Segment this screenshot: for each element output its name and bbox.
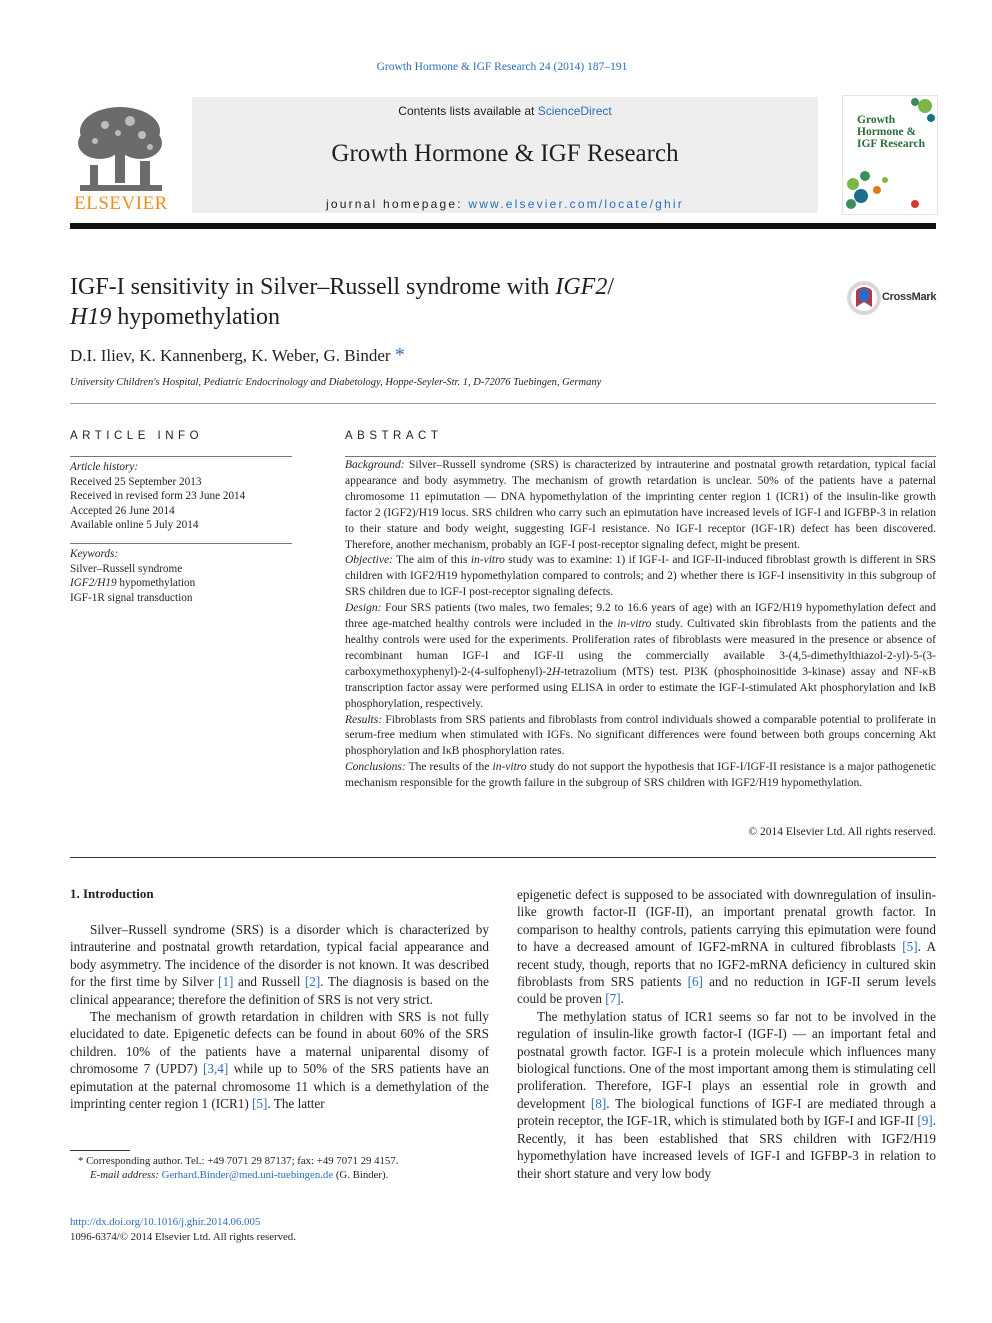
keywords-block (70, 547, 292, 605)
ref-link-7[interactable]: [7] (605, 991, 621, 1007)
design-text-2: study. Cultivated skin fibroblasts from the patients and the healthy controls were used for the experiments. Proliferation rates of fibroblasts were measured in the presence or absence of recombinant human IGF-I and IGF-II using the commercially available 3-(4,5-dimethylthiazol-2-yl)-5-(3-carboxymethoxyphenyl)-2-(4-sulfophenyl)-2 (345, 618, 936, 678)
keywords-label: Keywords: (70, 548, 119, 560)
r2-text-b: . The biological functions of IGF-I are mediated through a protein receptor, the IGF-1R, which is stimulated both by IGF-I and IGF-II (517, 1095, 936, 1129)
r2-text-a: The methylation status of ICR1 seems so far not to be involved in the regulation of insulin-like growth factor-I (IGF-I) — an important fetal and postnatal growth factor. IGF-I is a protein molecule which influences many biological functions. One of the most important among them is stimulating cell proliferation. Therefore, IGF-I plays an essential role in growth and development (517, 1008, 936, 1111)
keyword-3: IGF-1R signal transduction (70, 591, 193, 604)
email-suffix: (G. Binder). (333, 1169, 389, 1181)
crossmark-icon (846, 280, 882, 316)
article-title (70, 272, 670, 332)
design-text-3: -tetrazolium (MTS) test. PI3K (phosphoinositide 3-kinase) assay and NF-κB transcription factor assay were performed using ELISA in order to estimate the IGF-I-stimulated Akt phosphorylation and IκB phosphorylation, respectively. (345, 665, 936, 710)
ref-link-6[interactable]: [6] (687, 974, 703, 990)
ref-link-3-4[interactable]: [3,4] (202, 1061, 229, 1077)
body-column-left (70, 921, 489, 1112)
contents-prefix: Contents lists available at (398, 104, 538, 118)
r1-text-d: . (620, 991, 624, 1007)
crossmark-label[interactable]: CrossMark (882, 291, 937, 303)
background-text: Silver–Russell syndrome (SRS) is characterized by intrauterine and postnatal growth retardation, typical facial appearance and body asymmetry. The mechanism of growth retardation is unclear. 50% of the patients have a paternal chromosome 11 epimutation — DNA hypomethylation of the imprinting center region 1 (ICR1) of the insulin-like growth factor 2 (IGF2)/H19 locus. SRS children who carry such an epimutation have increased levels of IGF-I and IGFBP-3 in relation to their stature and body weight, suggesting IGF-I resistance. No IGF-I receptor (IGF-1R) defect has been discovered. Therefore, another mechanism, probably an IGF-I post-receptor signaling defect, might be present. (345, 459, 936, 551)
keyword-2-rest: hypomethylation (116, 577, 196, 589)
elsevier-tree-icon (70, 103, 170, 195)
abstract-design (345, 601, 936, 712)
doi-block (70, 1215, 296, 1244)
title-gene-2: H19 (70, 304, 112, 330)
objective-text-1: The aim of this (392, 554, 471, 567)
homepage-prefix: journal homepage: (325, 197, 469, 211)
email-link[interactable]: Gerhard.Binder@med.uni-tuebingen.de (161, 1169, 334, 1181)
title-rule (70, 403, 936, 404)
intro-paragraph-2-cont (517, 886, 936, 1008)
conclusions-text-1: The results of the (405, 761, 493, 774)
intro-paragraph-1 (70, 921, 489, 1008)
abstract-heading: ABSTRACT (345, 430, 443, 442)
corresponding-author-mark[interactable]: * (394, 344, 405, 366)
elsevier-wordmark: ELSEVIER (74, 193, 168, 214)
footnote-mark: * (78, 1155, 84, 1167)
contents-available-line (192, 104, 818, 118)
keywords-rule (70, 543, 292, 544)
footnote-rule (70, 1150, 130, 1151)
footnote-line-2 (70, 1168, 490, 1182)
conclusions-label: Conclusions: (345, 761, 406, 774)
issn-line: 1096-6374/© 2014 Elsevier Ltd. All rights reserved. (70, 1230, 296, 1243)
journal-cover-thumbnail[interactable] (842, 95, 938, 215)
keyword-2-gene: IGF2/H19 (70, 577, 117, 589)
title-text-2: hypomethylation (111, 304, 280, 330)
intro-paragraph-2 (70, 1008, 489, 1112)
keyword-2 (70, 576, 292, 591)
results-label: Results: (345, 713, 383, 726)
email-label: E-mail address: (90, 1169, 159, 1181)
corresponding-author-footnote (70, 1154, 490, 1182)
abstract-results (345, 713, 936, 761)
ref-link-5b[interactable]: [5] (902, 939, 918, 955)
title-slash: / (607, 274, 614, 300)
abstract-background (345, 458, 936, 553)
footnote-corresponding: Corresponding author. Tel.: +49 7071 29 87137; fax: +49 7071 29 4157. (83, 1155, 399, 1167)
r1-text-b: . A recent study, though, reports that no IGF2-mRNA deficiency in cultured skin fibroblasts from SRS patients (517, 939, 936, 990)
title-text-1: IGF-I sensitivity in Silver–Russell syndrome with (70, 274, 556, 300)
p1-text-c: . The diagnosis is based on the clinical appearance; therefore the definition of SRS is not very strict. (70, 974, 489, 1007)
background-label: Background: (345, 459, 405, 471)
header-rule (70, 223, 936, 229)
sciencedirect-link[interactable]: ScienceDirect (537, 104, 612, 118)
article-info-heading: ARTICLE INFO (70, 430, 204, 442)
journal-name: Growth Hormone & IGF Research (331, 140, 679, 167)
history-online: Available online 5 July 2014 (70, 519, 199, 531)
journal-citation-link[interactable]: Growth Hormone & IGF Research 24 (2014) 187–191 (376, 61, 628, 73)
p1-text-b: and Russell (233, 974, 305, 990)
abstract-rule (345, 456, 936, 457)
authors-text: D.I. Iliev, K. Kannenberg, K. Weber, G. Binder (70, 346, 391, 365)
r1-text-a: epigenetic defect is supposed to be associated with downregulation of insulin-like growth factor-II (IGF-II), an important prenatal growth factor. In comparison to healthy controls, patients carrying this epimutation were found to have a decreased amount of IGF2-mRNA in cultured fibroblasts (517, 887, 936, 955)
article-info-rule (70, 456, 292, 457)
p2-text-a: The mechanism of growth retardation in children with SRS is not fully elucidated to date. Epigenetic defects can be found in about 60% of the SRS children. 10% of the patients have a maternal uniparental disomy of chromosome 7 (UPD7) (70, 1009, 489, 1077)
ref-link-8[interactable]: [8] (590, 1095, 607, 1111)
article-history-label: Article history: (70, 461, 139, 473)
journal-homepage-link[interactable]: www.elsevier.com/locate/ghir (468, 197, 684, 211)
body-column-right (517, 886, 936, 1182)
article-history (70, 460, 292, 533)
design-italic-2: H (551, 665, 561, 678)
history-revised: Received in revised form 23 June 2014 (70, 490, 246, 502)
objective-text-2: study was to examine: 1) if IGF-I- and IGF-II-induced fibroblast growth is different in SRS children with IGF2/H19 hypomethylation compared to controls; and 2) whether there is IGF-I insensitivity in this subgroup of SRS children due to IGF-I post-receptor signaling defects. (345, 554, 936, 599)
abstract-end-rule (70, 857, 936, 858)
ref-link-2[interactable]: [2] (304, 974, 321, 990)
abstract-objective (345, 553, 936, 601)
doi-link[interactable]: http://dx.doi.org/10.1016/j.ghir.2014.06.005 (70, 1216, 261, 1228)
ref-link-5[interactable]: [5] (252, 1096, 268, 1112)
p2-text-b: while up to 50% of the SRS patients have an epimutation at the paternal chromosome 11 which is a demethylation of the imprinting center region 1 (ICR1) (70, 1061, 489, 1112)
objective-label: Objective: (345, 554, 393, 567)
abstract-copyright: © 2014 Elsevier Ltd. All rights reserved. (748, 826, 936, 838)
p2-text-c: . The latter (267, 1096, 325, 1112)
cover-title: Growth Hormone & IGF Research (857, 114, 926, 150)
abstract-conclusions (345, 760, 936, 792)
author-affiliation: University Children's Hospital, Pediatric Endocrinology and Diabetology, Hoppe-Seyler-Str. 1, D-72076 Tuebingen, Germany (70, 377, 602, 388)
intro-paragraph-3 (517, 1008, 936, 1182)
author-list (70, 344, 405, 367)
journal-homepage-line (192, 197, 818, 211)
introduction-heading: 1. Introduction (70, 886, 154, 901)
p1-text-a: Silver–Russell syndrome (SRS) is a disorder which is characterized by intrauterine and postnatal growth retardation, typical facial appearance and body asymmetry. The incidence of the disorder is not known. It was described for the first time by Silver (70, 922, 489, 990)
history-received: Received 25 September 2013 (70, 475, 202, 488)
design-text-1: Four SRS patients (two males, two females; 9.2 to 16.6 years of age) with an IGF2/H19 hypomethylation defect and three age-matched healthy controls were included in the (345, 602, 936, 631)
title-gene-1: IGF2 (555, 274, 608, 300)
design-italic: in-vitro (617, 618, 652, 631)
results-text: Fibroblasts from SRS patients and fibroblasts from control individuals showed a comparable potential to proliferate in serum-free medium when stimulated with IGFs. No significant differences were found between both groups concerning Akt phosphorylation and IκB phosphorylation rates. (345, 713, 936, 758)
ref-link-1[interactable]: [1] (218, 974, 234, 990)
r1-text-c: and no reduction in IGF-II serum levels could be proven (517, 974, 936, 1007)
objective-italic: in-vitro (470, 554, 505, 567)
footnote-line-1 (70, 1154, 490, 1168)
design-label: Design: (345, 602, 382, 615)
abstract-body (345, 458, 936, 792)
conclusions-italic: in-vitro (492, 761, 527, 774)
conclusions-text-2: study do not support the hypothesis that IGF-I/IGF-II resistance is a major pathogenetic mechanism responsible for the growth failure in the subgroup of SRS children with IGF2/H19 hypomethylation. (345, 761, 936, 790)
ref-link-9[interactable]: [9] (917, 1113, 933, 1129)
r2-text-c: . Recently, it has been established that SRS children with IGF2/H19 hypomethylation have increased levels of IGF-I and IGFBP-3 in relation to their short stature and very low body (517, 1113, 936, 1181)
history-accepted: Accepted 26 June 2014 (70, 504, 175, 517)
keyword-1: Silver–Russell syndrome (70, 562, 183, 575)
